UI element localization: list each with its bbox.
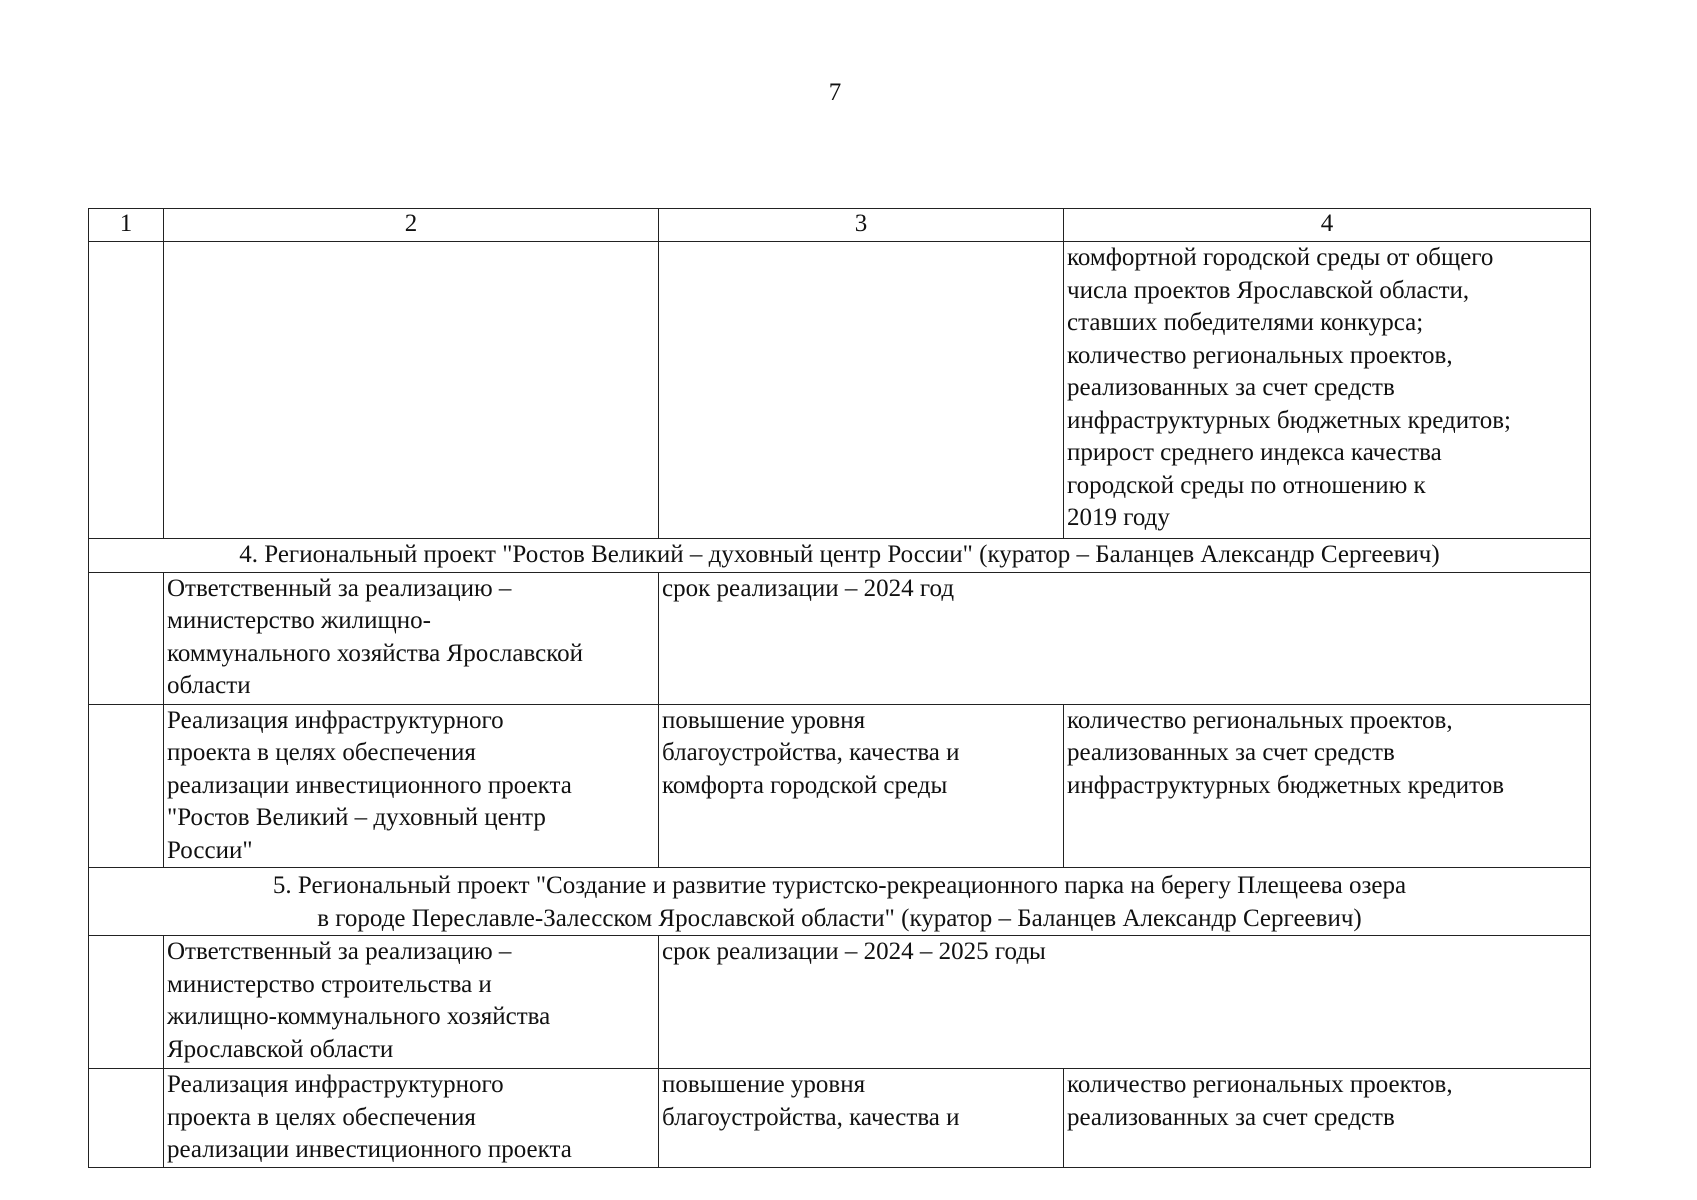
section-heading-row — [89, 539, 1591, 573]
indicator-cell: количество региональных проектов, реализованных за счет средств инфраструктурных бюджетных кредитов — [1064, 704, 1591, 868]
responsible-cell: Ответственный за реализацию – министерство строительства и жилищно-коммунального хозяйства Ярославской области — [164, 936, 659, 1069]
section-heading-row — [89, 868, 1591, 936]
table-cell — [659, 242, 1064, 539]
section-heading-5 — [89, 868, 1591, 936]
table-row — [89, 936, 1591, 1069]
page-number: 7 — [828, 79, 842, 106]
section-heading-5-line-2: в городе Переславле-Залесском Ярославской области" (куратор – Баланцев Александр Сергеевич) — [317, 904, 1362, 932]
indicator-cell: комфортной городской среды от общего числа проектов Ярославской области, ставших победителями конкурса; количество региональных проектов, реализованных за счет средств инфраструктурных бюджетных кредитов; прирост среднего индекса качества городской среды по отношению к 2019 году — [1064, 242, 1591, 539]
deadline-cell: срок реализации – 2024 – 2025 годы — [659, 936, 1591, 1069]
deadline-cell: срок реализации – 2024 год — [659, 572, 1591, 704]
result-cell: повышение уровня благоустройства, качества и — [659, 1069, 1064, 1168]
table-row — [89, 704, 1591, 868]
table-cell — [89, 242, 164, 539]
projects-table — [88, 208, 1591, 1168]
column-header-1: 1 — [89, 209, 164, 242]
column-header-4: 4 — [1064, 209, 1591, 242]
section-heading-5-line-1: 5. Региональный проект "Создание и развитие туристско-рекреационного парка на берегу Плещеева озера — [272, 872, 1407, 899]
measure-cell: Реализация инфраструктурного проекта в целях обеспечения реализации инвестиционного проекта — [164, 1069, 659, 1168]
result-cell: повышение уровня благоустройства, качества и комфорта городской среды — [659, 704, 1064, 868]
table-header-row — [89, 209, 1591, 242]
table-row — [89, 242, 1591, 539]
indicator-cell: количество региональных проектов, реализованных за счет средств — [1064, 1069, 1591, 1168]
table-cell — [89, 1069, 164, 1168]
column-header-3: 3 — [659, 209, 1064, 242]
table-row — [89, 1069, 1591, 1168]
table-cell — [89, 936, 164, 1069]
table-cell — [89, 572, 164, 704]
measure-cell: Реализация инфраструктурного проекта в целях обеспечения реализации инвестиционного проекта "Ростов Великий – духовный центр России" — [164, 704, 659, 868]
responsible-cell: Ответственный за реализацию – министерство жилищно- коммунального хозяйства Ярославской области — [164, 572, 659, 704]
table-cell — [89, 704, 164, 868]
section-heading-4: 4. Региональный проект "Ростов Великий – духовный центр России" (куратор – Баланцев Александр Сергеевич) — [89, 539, 1591, 573]
table-row — [89, 572, 1591, 704]
column-header-2: 2 — [164, 209, 659, 242]
table-cell — [164, 242, 659, 539]
